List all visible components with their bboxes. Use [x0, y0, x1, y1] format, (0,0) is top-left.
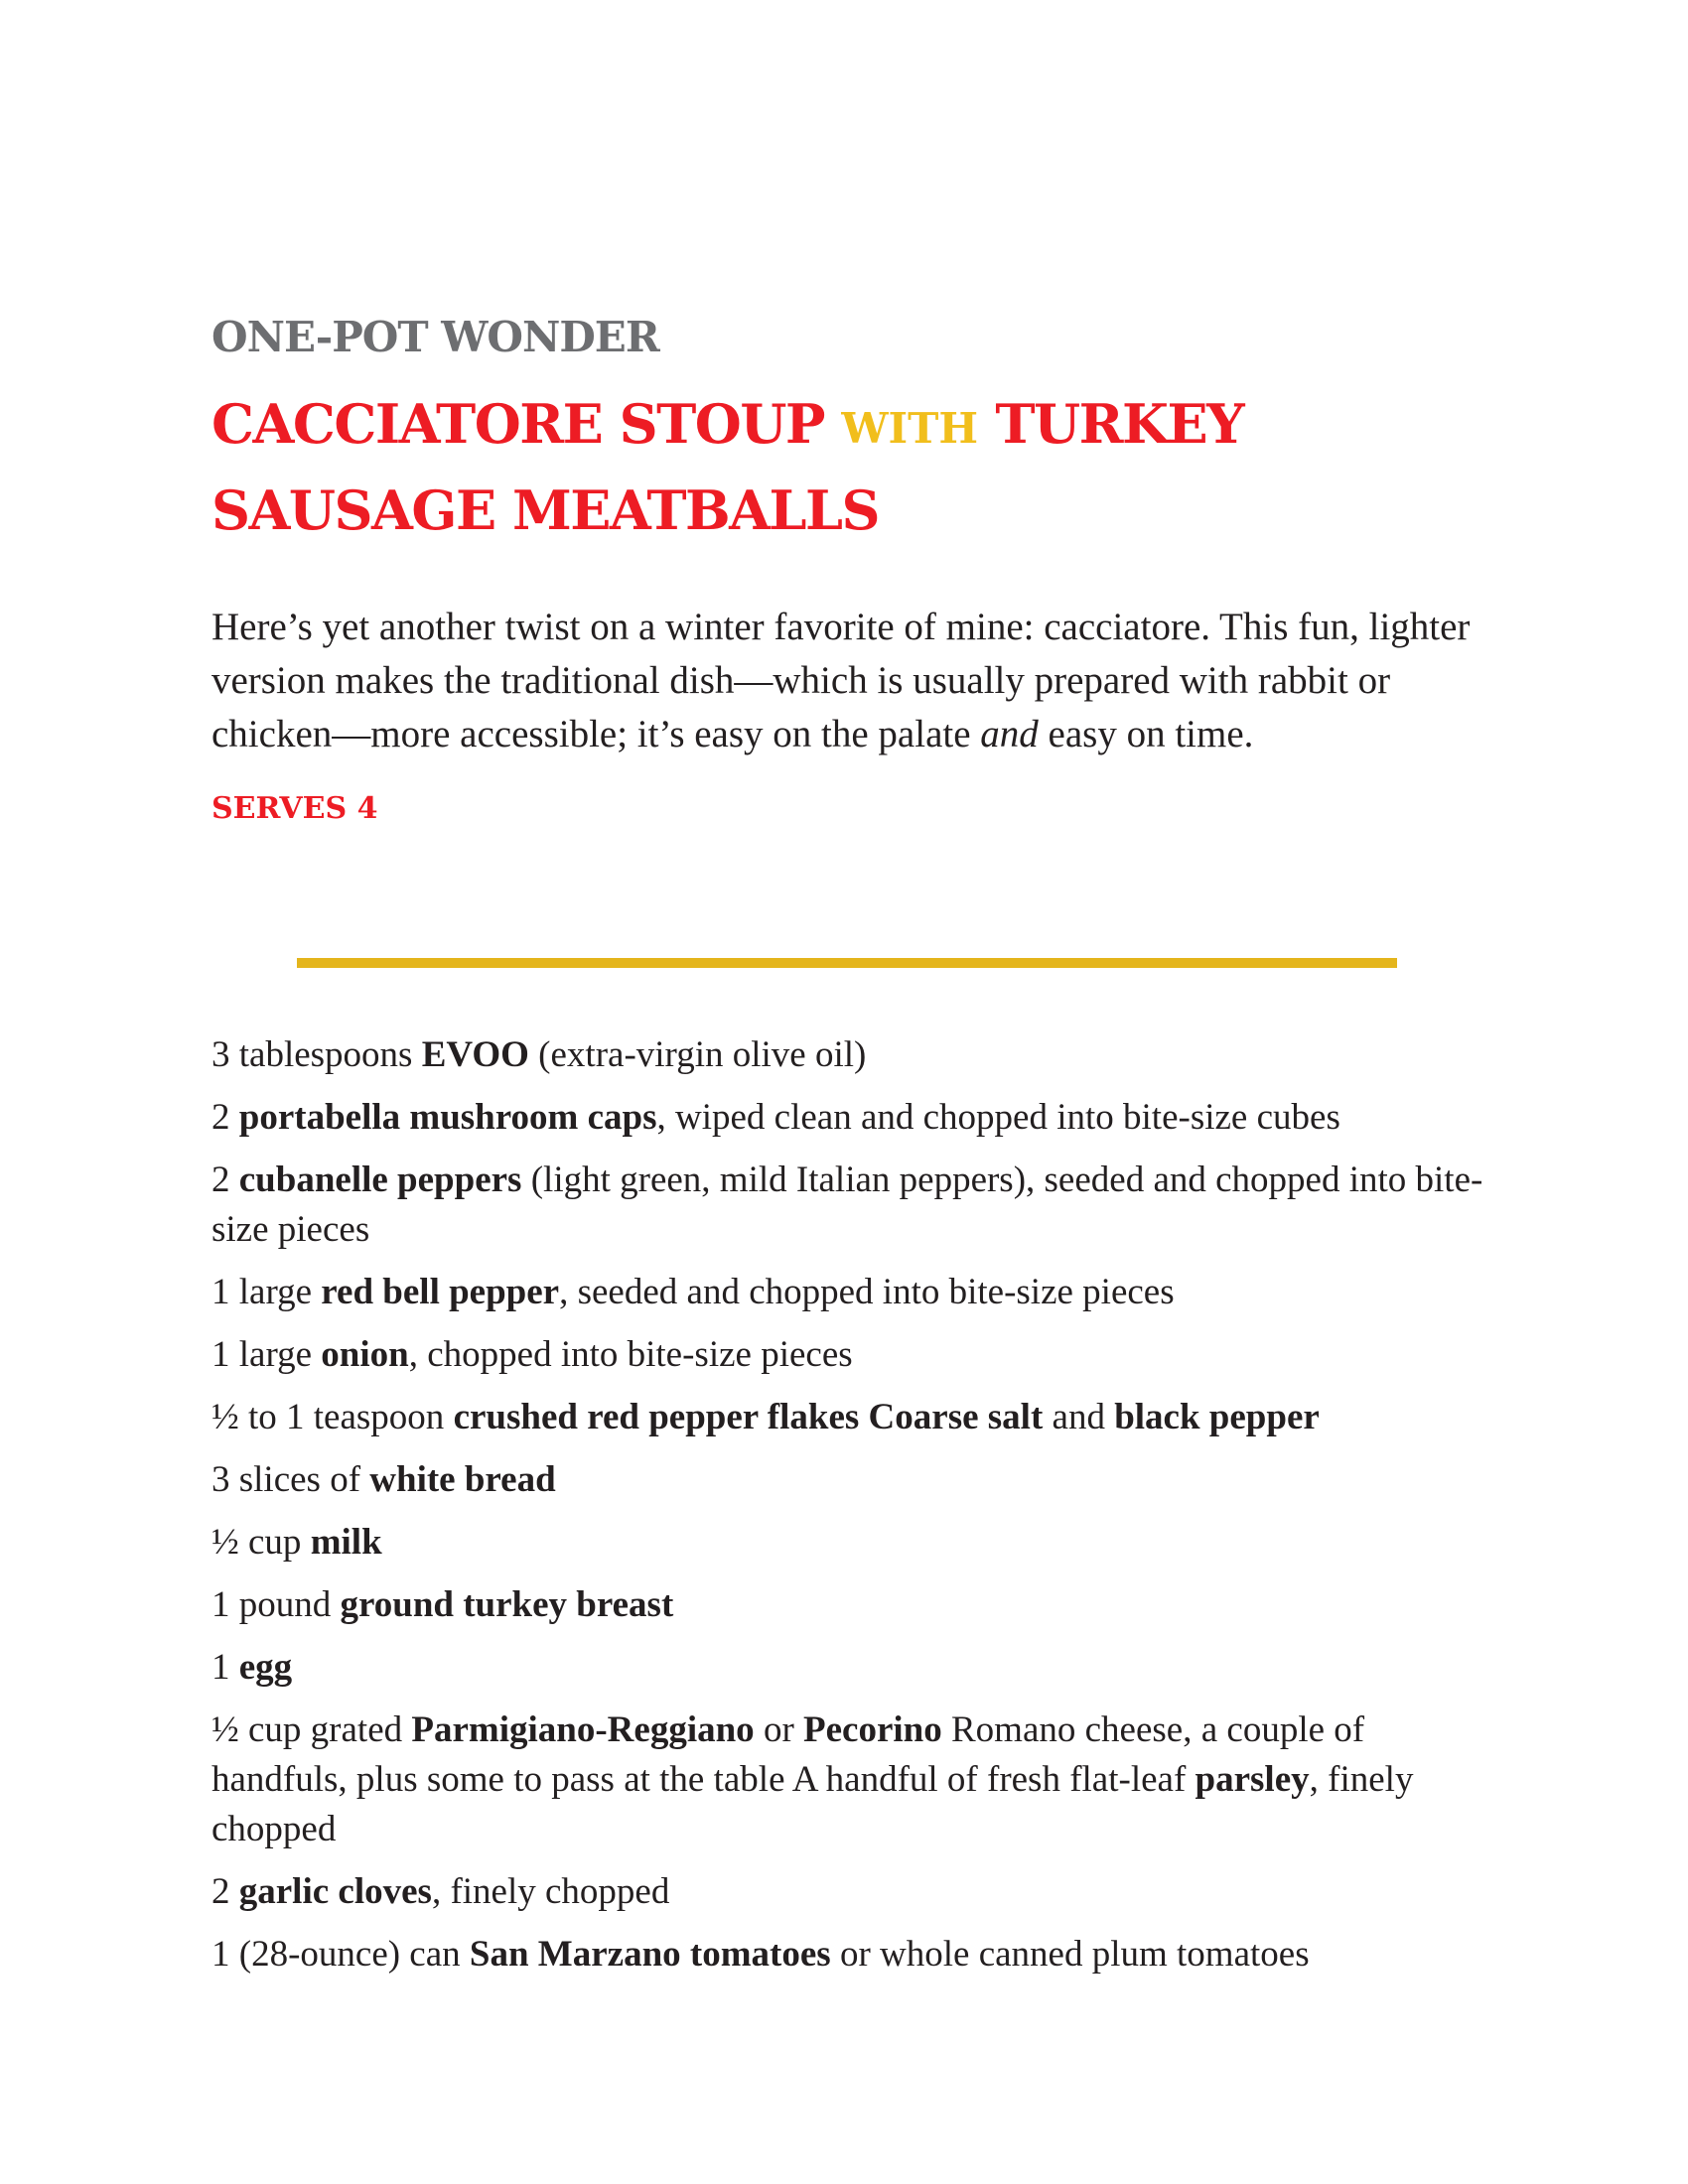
ingredient-text: (extra-virgin olive oil) [528, 1034, 867, 1075]
ingredient-text: Romano cheese, a couple of handfuls, plus some to pass at the table A handful of fresh flat-leaf [211, 1709, 1365, 1800]
ingredient-item [211, 1643, 1492, 1693]
ingredient-item [211, 1867, 1492, 1917]
ingredient-name: portabella mushroom caps [238, 1097, 657, 1138]
ingredient-text: , seeded and chopped into bite-size pieces [559, 1272, 1175, 1312]
ingredient-text: 3 slices of [211, 1459, 370, 1500]
recipe-title-with: WITH [841, 404, 979, 453]
ingredient-text: and [1043, 1397, 1115, 1437]
recipe-title [211, 383, 1304, 551]
ingredient-text: 1 [211, 1647, 239, 1688]
ingredient-item [211, 1330, 1492, 1380]
ingredient-text: 1 large [211, 1272, 322, 1312]
ingredient-text: , chopped into bite-size pieces [408, 1334, 853, 1375]
recipe-title-part-2: TURKEY SAUSAGE MEATBALLS [211, 392, 1244, 542]
ingredient-item [211, 1393, 1492, 1442]
ingredient-text: (light green, mild Italian peppers), seeded and chopped into bite-size pieces [211, 1160, 1483, 1250]
ingredient-name: ground turkey breast [340, 1584, 674, 1625]
servings-label: SERVES 4 [211, 791, 378, 826]
ingredient-list [211, 1030, 1492, 1992]
recipe-title-part-1: CACCIATORE STOUP [211, 392, 842, 456]
ingredient-item [211, 1706, 1492, 1854]
ingredient-name: garlic cloves [238, 1871, 432, 1912]
ingredient-name: onion [321, 1334, 409, 1375]
ingredient-name: San Marzano tomatoes [469, 1934, 831, 1975]
ingredient-text: 1 pound [211, 1584, 341, 1625]
ingredient-item [211, 1930, 1492, 1979]
section-kicker: ONE-POT WONDER [211, 313, 659, 361]
intro-text-start: Here’s yet another twist on a winter favorite of mine: cacciatore. This fun, lighter version makes the traditional dish—which is usually prepared with rabbit or chicken—more accessible; it’s easy on the palate [211, 606, 1471, 755]
ingredient-name: crushed red pepper flakes Coarse salt [453, 1397, 1044, 1437]
ingredient-item [211, 1268, 1492, 1317]
intro-text-end: easy on time. [1038, 713, 1254, 755]
ingredient-text: , finely chopped [211, 1759, 1414, 1849]
recipe-intro [211, 601, 1492, 761]
ingredient-text: or whole canned plum tomatoes [830, 1934, 1310, 1975]
ingredient-item [211, 1156, 1492, 1255]
ingredient-text: 2 [211, 1097, 239, 1138]
ingredient-item [211, 1093, 1492, 1143]
ingredient-text: 1 (28-ounce) can [211, 1934, 470, 1975]
ingredient-text: 2 [211, 1871, 239, 1912]
ingredient-name: parsley [1195, 1759, 1310, 1800]
ingredient-name: cubanelle peppers [238, 1160, 522, 1200]
ingredient-name: egg [238, 1647, 293, 1688]
ingredient-name: Pecorino [803, 1709, 942, 1750]
ingredient-text: ½ to 1 teaspoon [211, 1397, 454, 1437]
ingredient-text: ½ cup grated [211, 1709, 412, 1750]
ingredient-text: 2 [211, 1160, 239, 1200]
ingredient-item [211, 1580, 1492, 1630]
ingredient-text: ½ cup [211, 1522, 311, 1563]
ingredient-name: red bell pepper [321, 1272, 560, 1312]
ingredient-name: white bread [369, 1459, 556, 1500]
ingredient-item [211, 1030, 1492, 1080]
ingredient-text: 3 tablespoons [211, 1034, 422, 1075]
ingredient-name: Parmigiano-Reggiano [411, 1709, 755, 1750]
ingredient-text: , wiped clean and chopped into bite-size cubes [656, 1097, 1340, 1138]
divider-rule [297, 958, 1397, 968]
intro-italic: and [980, 713, 1039, 755]
ingredient-text: 1 large [211, 1334, 322, 1375]
ingredient-name: milk [310, 1522, 382, 1563]
ingredient-text: , finely chopped [431, 1871, 670, 1912]
ingredient-item [211, 1455, 1492, 1505]
ingredient-name: black pepper [1114, 1397, 1320, 1437]
ingredient-name: EVOO [421, 1034, 529, 1075]
ingredient-text: or [754, 1709, 804, 1750]
ingredient-item [211, 1518, 1492, 1568]
recipe-header-block [211, 310, 1492, 829]
